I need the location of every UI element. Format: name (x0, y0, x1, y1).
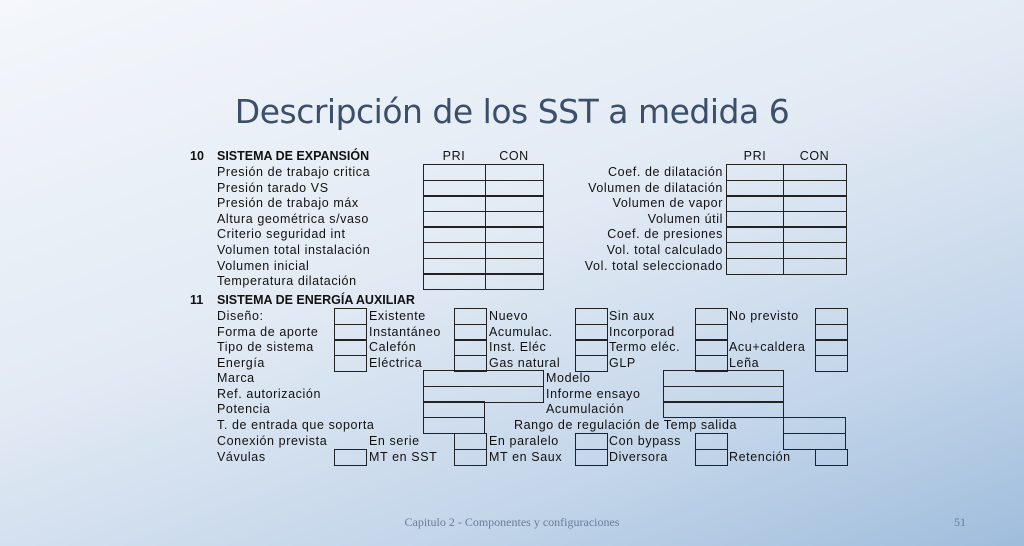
s10-right-con-field[interactable] (783, 242, 847, 259)
conexion-option-label: En serie (369, 434, 420, 448)
s10-left-pri-field[interactable] (423, 273, 486, 290)
s10-left-label: Criterio seguridad int (217, 227, 346, 242)
s11-option-label: Eléctrica (369, 355, 423, 370)
s10-left-label: Presión tarado VS (217, 180, 329, 195)
conexion-label: Conexión prevista (217, 434, 328, 448)
s11-option-checkbox[interactable] (334, 339, 367, 356)
s10-right-con-field[interactable] (783, 164, 847, 181)
s10-left-label: Presión de trabajo critica (217, 165, 371, 179)
conexion-checkbox[interactable] (695, 433, 728, 450)
s11-option-label: Acu+caldera (729, 340, 806, 355)
s11-option-label: Incorporad (609, 324, 675, 339)
s10-left-label: Presión de trabajo máx (217, 196, 359, 211)
s10-left-label: Altura geométrica s/vaso (217, 211, 369, 226)
conexion-option-label: En paralelo (489, 434, 559, 448)
s10-right-con-field[interactable] (783, 258, 847, 275)
s11-option-checkbox[interactable] (695, 308, 728, 325)
s11-option-checkbox[interactable] (334, 324, 367, 341)
s11-option-label: Nuevo (489, 309, 529, 323)
marca-label: Marca (217, 371, 255, 385)
modelo-field[interactable] (663, 370, 784, 387)
valvulas-option-label: MT en SST (369, 450, 438, 464)
acumulacion-label: Acumulación (546, 402, 625, 416)
s10-right-label: Vol. total calculado (606, 243, 723, 257)
s10-right-pri-field[interactable] (726, 164, 784, 181)
s11-option-checkbox[interactable] (334, 308, 367, 325)
s11-option-label: Inst. Eléc (489, 340, 547, 355)
s11-option-label: Sin aux (609, 309, 655, 323)
t-entrada-label: T. de entrada que soporta (217, 418, 375, 432)
valvulas-checkbox[interactable] (695, 449, 728, 466)
s11-option-label: GLP (609, 355, 636, 370)
s11-option-checkbox[interactable] (454, 324, 487, 341)
page-number: 51 (954, 515, 966, 529)
s11-option-label: Instantáneo (369, 324, 441, 339)
s11-row-label: Forma de aporte (217, 324, 319, 339)
s10-right-pri-field[interactable] (726, 195, 784, 212)
s10-left-con-field[interactable] (485, 242, 544, 259)
s11-option-label: Termo eléc. (609, 340, 681, 355)
conexion-right-field[interactable] (783, 433, 846, 450)
conexion-option-label: Con bypass (609, 434, 682, 448)
s11-option-label: Gas natural (489, 355, 561, 370)
col-pri-right: PRI (743, 149, 767, 163)
s11-row-label: Energía (217, 355, 265, 370)
s10-left-con-field[interactable] (485, 211, 544, 228)
marca-field[interactable] (423, 370, 544, 387)
valvulas-checkbox[interactable] (454, 449, 487, 466)
s11-option-label: Calefón (369, 340, 417, 355)
slide-footer: Capitulo 2 - Componentes y configuraciones (404, 515, 620, 529)
s11-option-checkbox[interactable] (575, 355, 608, 372)
s10-left-pri-field[interactable] (423, 180, 486, 197)
s11-option-checkbox[interactable] (815, 324, 848, 341)
t-entrada-field[interactable] (423, 417, 485, 434)
s10-right-pri-field[interactable] (726, 242, 784, 259)
modelo-label: Modelo (546, 371, 591, 385)
potencia-label: Potencia (217, 402, 271, 416)
s11-option-label: Leña (729, 355, 760, 370)
s11-option-checkbox[interactable] (334, 355, 367, 372)
section-10-number: 10 (190, 149, 204, 163)
valvulas-option-label: Retención (729, 450, 791, 464)
s10-left-label: Volumen inicial (217, 258, 310, 273)
s10-left-label: Temperatura dilatación (217, 274, 357, 289)
valvulas-label: Vávulas (217, 450, 266, 464)
s10-left-pri-field[interactable] (423, 258, 486, 275)
s10-right-con-field[interactable] (783, 226, 847, 243)
col-pri-left: PRI (442, 149, 466, 163)
s10-left-con-field[interactable] (485, 258, 544, 275)
valvulas-option-label: MT en Saux (489, 450, 563, 464)
s11-option-label: Acumulac. (489, 324, 553, 339)
rango-label: Rango de regulación de Temp salida (514, 418, 738, 432)
s11-option-checkbox[interactable] (454, 308, 487, 325)
s10-right-con-field[interactable] (783, 180, 847, 197)
valvulas-checkbox[interactable] (815, 449, 848, 466)
s10-left-pri-field[interactable] (423, 164, 486, 181)
acumulacion-field[interactable] (663, 401, 784, 418)
s10-right-label: Volumen de vapor (612, 196, 723, 211)
s10-right-label: Coef. de presiones (607, 227, 723, 242)
valvulas-checkbox[interactable] (575, 449, 608, 466)
s10-right-con-field[interactable] (783, 211, 847, 228)
ref-autorizacion-label: Ref. autorización (217, 387, 321, 401)
s11-option-checkbox[interactable] (575, 308, 608, 325)
s11-option-checkbox[interactable] (575, 324, 608, 341)
s11-option-checkbox[interactable] (815, 355, 848, 372)
conexion-checkbox[interactable] (454, 433, 487, 450)
rango-field[interactable] (783, 417, 846, 434)
s11-row-label: Diseño: (217, 309, 264, 323)
s11-option-label: Existente (369, 309, 426, 323)
s10-right-pri-field[interactable] (726, 211, 784, 228)
s10-right-label: Vol. total seleccionado (584, 258, 723, 273)
valvulas-option-label: Diversora (609, 450, 668, 464)
informe-ensayo-label: Informe ensayo (546, 387, 641, 401)
s11-option-checkbox[interactable] (695, 339, 728, 356)
s10-right-con-field[interactable] (783, 195, 847, 212)
s10-right-label: Coef. de dilatación (608, 165, 723, 179)
s11-option-checkbox[interactable] (815, 308, 848, 325)
valvulas-checkbox[interactable] (334, 449, 367, 466)
section-11-number: 11 (190, 293, 204, 307)
s10-right-pri-field[interactable] (726, 258, 784, 275)
s10-left-con-field[interactable] (485, 180, 544, 197)
s10-left-pri-field[interactable] (423, 226, 486, 243)
s10-right-pri-field[interactable] (726, 180, 784, 197)
s11-row-label: Tipo de sistema (217, 340, 314, 355)
slide-title: Descripción de los SST a medida 6 (234, 92, 790, 131)
section-10-heading: SISTEMA DE EXPANSIÓN (217, 149, 370, 163)
s10-left-pri-field[interactable] (423, 195, 486, 212)
s10-left-con-field[interactable] (485, 273, 544, 290)
s10-left-con-field[interactable] (485, 226, 544, 243)
s10-left-label: Volumen total instalación (217, 243, 371, 257)
s10-left-con-field[interactable] (485, 164, 544, 181)
s11-option-checkbox[interactable] (454, 339, 487, 356)
conexion-checkbox[interactable] (575, 433, 608, 450)
s10-left-pri-field[interactable] (423, 242, 486, 259)
s10-right-pri-field[interactable] (726, 226, 784, 243)
section-11-heading: SISTEMA DE ENERGÍA AUXILIAR (217, 293, 415, 307)
s10-right-label: Volumen útil (647, 211, 723, 226)
s10-right-label: Volumen de dilatación (588, 180, 723, 195)
s11-option-checkbox[interactable] (815, 339, 848, 356)
s10-left-pri-field[interactable] (423, 211, 486, 228)
s11-option-label: No previsto (729, 309, 799, 323)
s10-left-con-field[interactable] (485, 195, 544, 212)
s11-option-checkbox[interactable] (575, 339, 608, 356)
col-con-right: CON (799, 149, 830, 163)
potencia-field[interactable] (423, 401, 485, 418)
col-con-left: CON (499, 149, 529, 163)
s11-option-checkbox[interactable] (695, 324, 728, 341)
